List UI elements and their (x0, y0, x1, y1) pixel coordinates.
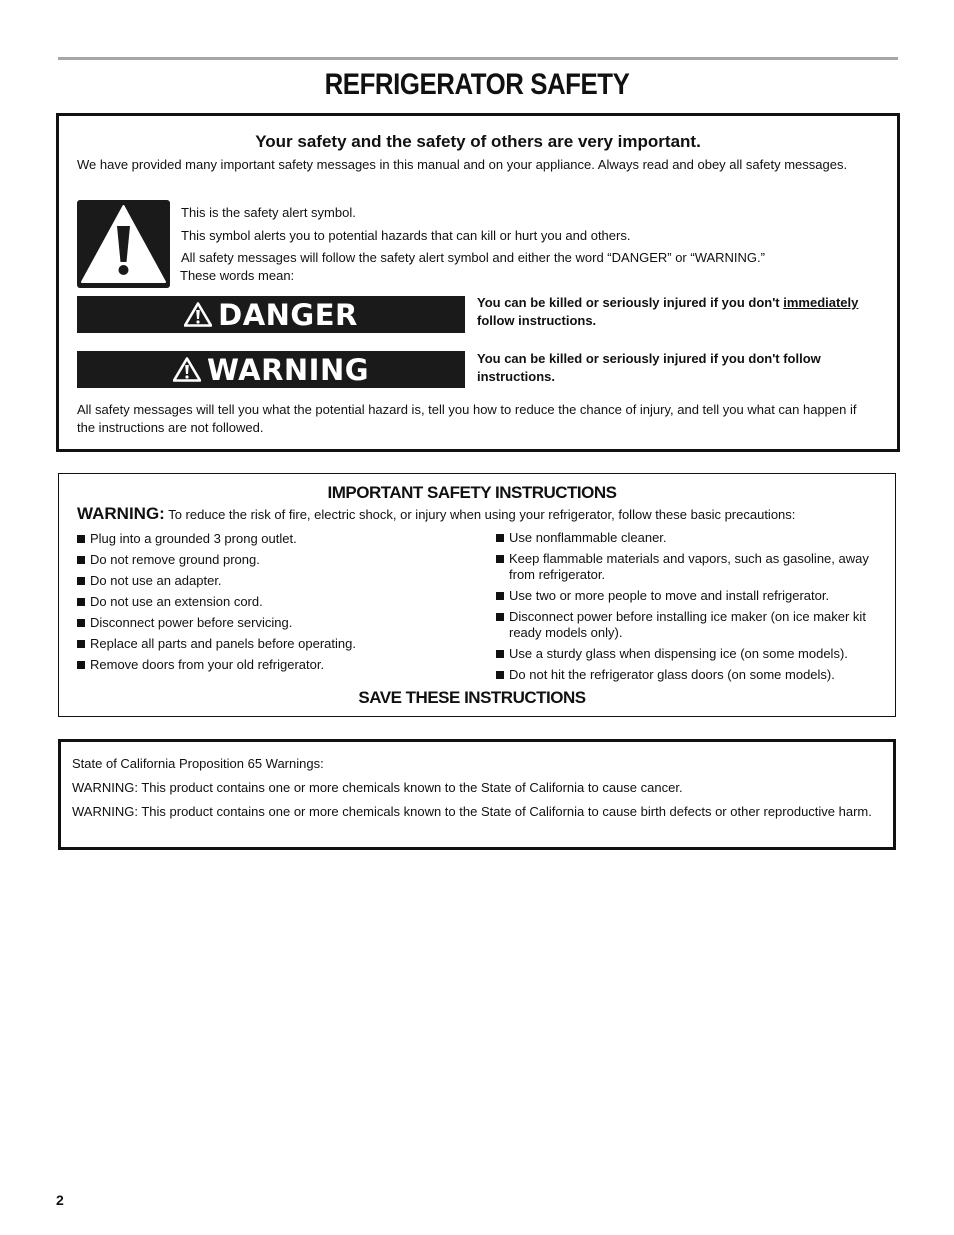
danger-desc-emphasis: immediately (783, 295, 859, 310)
instructions-warning-text: To reduce the risk of fire, electric shock, or injury when using your refrigerator, follow these basic precautions: (164, 507, 796, 522)
list-item: Replace all parts and panels before operating. (77, 636, 477, 652)
save-instructions-heading: SAVE THESE INSTRUCTIONS (358, 688, 586, 707)
list-item: Use two or more people to move and install refrigerator. (496, 588, 891, 604)
list-item: Plug into a grounded 3 prong outlet. (77, 531, 477, 547)
right-precautions-list (496, 530, 891, 688)
list-item: Keep flammable materials and vapors, such as gasoline, away from refrigerator. (496, 551, 891, 583)
danger-description (477, 294, 892, 330)
danger-desc-post: follow instructions. (477, 313, 597, 328)
warning-alert-icon (173, 357, 201, 382)
symbol-line-2: This symbol alerts you to potential hazards that can kill or hurt you and others. (181, 228, 631, 243)
list-item: Do not use an extension cord. (77, 594, 477, 610)
list-item: Use nonflammable cleaner. (496, 530, 891, 546)
instructions-warning (77, 504, 795, 524)
left-precautions-list (77, 531, 477, 678)
list-item: Use a sturdy glass when dispensing ice (on some models). (496, 646, 891, 662)
list-item: Do not hit the refrigerator glass doors (on some models). (496, 667, 891, 683)
safety-heading: Your safety and the safety of others are very important. (255, 132, 701, 151)
prop65-warning-2: WARNING: This product contains one or more chemicals known to the State of California to cause birth defects or other reproductive harm. (72, 804, 872, 819)
list-item: Disconnect power before installing ice maker (on ice maker kit ready models only). (496, 609, 891, 641)
danger-alert-icon (184, 302, 212, 327)
important-instructions-box (58, 473, 896, 717)
instructions-heading: IMPORTANT SAFETY INSTRUCTIONS (327, 483, 617, 502)
list-item: Do not remove ground prong. (77, 552, 477, 568)
page-number: 2 (56, 1192, 64, 1208)
warning-label: WARNING (206, 352, 370, 387)
danger-label: DANGER (218, 297, 358, 332)
prop65-heading: State of California Proposition 65 Warnings: (72, 756, 324, 771)
list-item: Disconnect power before servicing. (77, 615, 477, 631)
page-title: REFRIGERATOR SAFETY (324, 68, 630, 101)
symbol-line-4: These words mean: (180, 268, 295, 283)
symbol-line-1: This is the safety alert symbol. (181, 205, 356, 220)
list-item: Do not use an adapter. (77, 573, 477, 589)
top-rule (58, 57, 898, 60)
safety-intro: We have provided many important safety messages in this manual and on your appliance. Always read and obey all safety messages. (77, 157, 848, 172)
safety-messages-box (56, 113, 900, 452)
safety-footer: All safety messages will tell you what the potential hazard is, tell you how to reduce the chance of injury, and tell you what can happen if the instructions are not followed. (77, 402, 857, 435)
safety-alert-symbol (77, 200, 170, 288)
warning-banner (77, 351, 465, 388)
symbol-line-3: All safety messages will follow the safety alert symbol and either the word “DANGER” or “WARNING.” (181, 250, 765, 265)
prop65-warning-1: WARNING: This product contains one or more chemicals known to the State of California to cause cancer. (72, 780, 683, 795)
instructions-warning-label: WARNING: (77, 504, 165, 523)
list-item: Remove doors from your old refrigerator. (77, 657, 477, 673)
prop65-box (58, 739, 896, 850)
warning-description: You can be killed or seriously injured if you don't follow instructions. (477, 351, 821, 384)
danger-desc-pre: You can be killed or seriously injured if you don't (477, 295, 784, 310)
safety-alert-triangle-icon (77, 200, 170, 288)
danger-banner (77, 296, 465, 333)
